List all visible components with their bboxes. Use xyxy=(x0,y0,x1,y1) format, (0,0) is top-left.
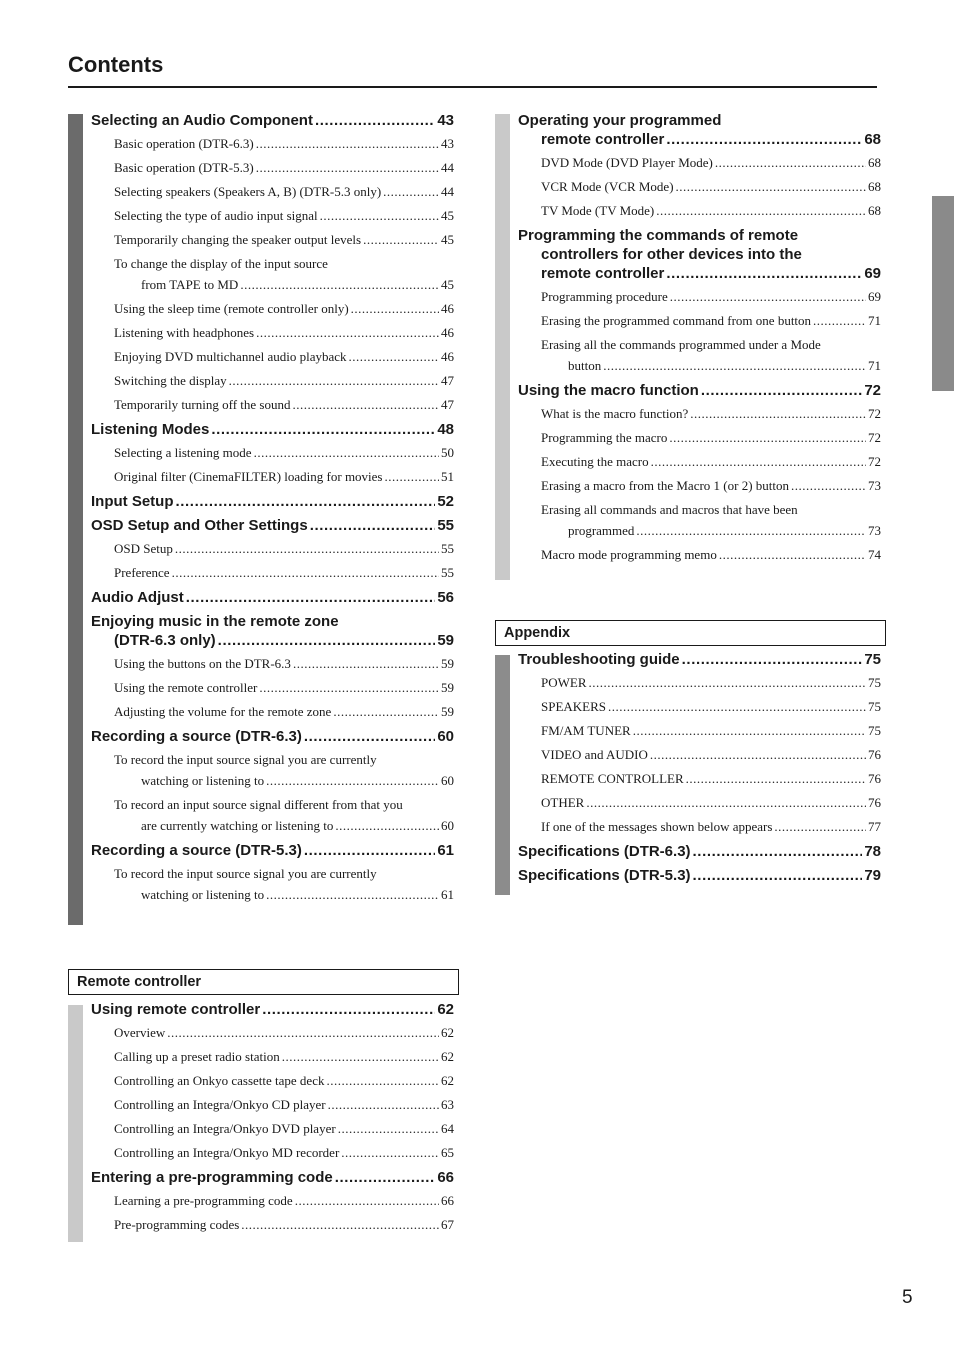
toc-entry-title: programmed xyxy=(568,523,635,538)
dot-leader xyxy=(363,229,439,250)
toc-entry-title: button xyxy=(568,358,602,373)
toc-entry[interactable] xyxy=(91,298,454,319)
toc-entry-title: Specifications (DTR-5.3) xyxy=(518,867,691,884)
toc-entry-title: Enjoying DVD multichannel audio playback xyxy=(114,349,347,364)
toc-entry-title: Erasing all the commands programmed under a Mode xyxy=(541,337,821,352)
toc-heading[interactable] xyxy=(518,226,881,283)
toc-page-number: 60 xyxy=(437,728,454,745)
dot-leader xyxy=(774,816,866,837)
toc-list-left-main xyxy=(91,111,454,905)
toc-entry-title: Calling up a preset radio station xyxy=(114,1049,280,1064)
toc-page-number: 64 xyxy=(441,1121,454,1136)
toc-page-number: 60 xyxy=(441,773,454,788)
toc-page-number: 56 xyxy=(437,589,454,606)
toc-entry-title: Selecting a listening mode xyxy=(114,445,252,460)
dot-leader xyxy=(304,727,435,746)
toc-entry[interactable] xyxy=(518,768,881,789)
toc-entry-title: Erasing the programmed command from one button xyxy=(541,313,812,328)
toc-entry[interactable] xyxy=(91,1190,454,1211)
toc-entry[interactable] xyxy=(91,442,454,463)
dot-leader xyxy=(240,274,439,295)
page-number: 5 xyxy=(902,1287,913,1308)
toc-entry[interactable] xyxy=(91,1070,454,1091)
toc-page-number: 77 xyxy=(868,819,881,834)
toc-page-number: 68 xyxy=(864,131,881,148)
toc-page-number: 63 xyxy=(441,1097,454,1112)
toc-entry-title: What is the macro function? xyxy=(541,406,689,421)
toc-page-number: 46 xyxy=(441,349,454,364)
toc-entry-title: from TAPE to MD xyxy=(141,277,239,292)
section-header-remote-controller: Remote controller xyxy=(68,969,459,995)
toc-page-number: 76 xyxy=(868,771,881,786)
dot-leader xyxy=(666,264,862,283)
toc-entry-title: Adjusting the volume for the remote zone xyxy=(114,704,332,719)
toc-entry-title: If one of the messages shown below appears xyxy=(541,819,773,834)
toc-entry-title: Listening Modes xyxy=(91,421,210,438)
toc-page-number: 72 xyxy=(868,430,881,445)
toc-page-number: 75 xyxy=(868,699,881,714)
dot-leader xyxy=(256,157,439,178)
toc-page-number: 73 xyxy=(868,478,881,493)
toc-entry[interactable] xyxy=(518,816,881,837)
toc-entry-title: Learning a pre-programming code xyxy=(114,1193,293,1208)
toc-list-appendix xyxy=(518,650,881,885)
toc-entry-title: Erasing all commands and macros that have been xyxy=(541,502,798,517)
toc-entry[interactable] xyxy=(518,334,881,376)
dot-leader xyxy=(603,355,866,376)
toc-heading[interactable] xyxy=(91,727,454,746)
toc-list-remote xyxy=(91,1000,454,1235)
toc-entry[interactable] xyxy=(91,677,454,698)
toc-entry[interactable] xyxy=(91,1046,454,1067)
toc-heading[interactable] xyxy=(518,111,881,149)
dot-leader xyxy=(349,346,439,367)
dot-leader xyxy=(651,451,866,472)
toc-entry[interactable] xyxy=(91,701,454,722)
toc-page-number: 65 xyxy=(441,1145,454,1160)
dot-leader xyxy=(656,200,866,221)
chapter-tab-marker xyxy=(932,196,954,391)
toc-entry-title: watching or listening to xyxy=(141,773,265,788)
toc-page-number: 50 xyxy=(441,445,454,460)
dot-leader xyxy=(693,842,863,861)
dot-leader xyxy=(693,866,863,885)
dot-leader xyxy=(293,653,439,674)
toc-entry[interactable] xyxy=(518,200,881,221)
toc-entry-title: Switching the display xyxy=(114,373,227,388)
toc-entry[interactable] xyxy=(91,205,454,226)
dot-leader xyxy=(351,298,439,319)
toc-entry-title: DVD Mode (DVD Player Mode) xyxy=(541,155,713,170)
toc-page-number: 44 xyxy=(441,160,454,175)
toc-entry-title: OSD Setup and Other Settings xyxy=(91,517,308,534)
toc-entry-title: Pre-programming codes xyxy=(114,1217,240,1232)
toc-page-number: 44 xyxy=(441,184,454,199)
dot-leader xyxy=(320,205,439,226)
dot-leader xyxy=(791,475,866,496)
toc-heading[interactable] xyxy=(91,420,454,439)
toc-entry-title: Basic operation (DTR-6.3) xyxy=(114,136,254,151)
toc-entry-title: Selecting an Audio Component xyxy=(91,112,313,129)
section-bar-left-main xyxy=(68,114,83,925)
toc-entry-title: Recording a source (DTR-5.3) xyxy=(91,842,302,859)
toc-entry-title: Selecting the type of audio input signal xyxy=(114,208,318,223)
toc-entry[interactable] xyxy=(91,1094,454,1115)
toc-entry-title: Selecting speakers (Speakers A, B) (DTR-5.3 only) xyxy=(114,184,382,199)
toc-entry-title: watching or listening to xyxy=(141,887,265,902)
dot-leader xyxy=(211,420,435,439)
toc-entry-title: To record the input source signal you are currently xyxy=(114,752,377,767)
toc-page-number: 55 xyxy=(441,541,454,556)
dot-leader xyxy=(335,815,439,836)
toc-page-number: 47 xyxy=(441,373,454,388)
toc-entry-title: Using the buttons on the DTR-6.3 xyxy=(114,656,291,671)
toc-entry[interactable] xyxy=(91,538,454,559)
toc-entry[interactable] xyxy=(518,792,881,813)
dot-leader xyxy=(608,696,866,717)
toc-entry-title: Recording a source (DTR-6.3) xyxy=(91,728,302,745)
toc-entry-title: Controlling an Integra/Onkyo MD recorder xyxy=(114,1145,340,1160)
dot-leader xyxy=(241,1214,439,1235)
dot-leader xyxy=(304,841,435,860)
dot-leader xyxy=(669,427,866,448)
section-bar-appendix xyxy=(495,655,510,895)
toc-entry-title: Using the sleep time (remote controller only) xyxy=(114,301,349,316)
dot-leader xyxy=(633,720,866,741)
toc-heading[interactable] xyxy=(91,516,454,535)
toc-page-number: 51 xyxy=(441,469,454,484)
toc-entry-title: are currently watching or listening to xyxy=(141,818,334,833)
dot-leader xyxy=(254,442,439,463)
dot-leader xyxy=(335,1168,436,1187)
toc-heading[interactable] xyxy=(91,612,454,650)
dot-leader xyxy=(715,152,866,173)
toc-page-number: 75 xyxy=(868,675,881,690)
dot-leader xyxy=(266,884,439,905)
dot-leader xyxy=(341,1142,439,1163)
toc-entry-title: OSD Setup xyxy=(114,541,173,556)
dot-leader xyxy=(338,1118,439,1139)
toc-entry-title: VCR Mode (VCR Mode) xyxy=(541,179,674,194)
toc-entry-title: Executing the macro xyxy=(541,454,649,469)
toc-entry[interactable] xyxy=(91,1022,454,1043)
toc-page-number: 74 xyxy=(868,547,881,562)
toc-entry[interactable] xyxy=(518,744,881,765)
dot-leader xyxy=(326,1070,439,1091)
toc-entry[interactable] xyxy=(91,133,454,154)
toc-page-number: 67 xyxy=(441,1217,454,1232)
toc-heading[interactable] xyxy=(91,841,454,860)
toc-entry-title: POWER xyxy=(541,675,587,690)
toc-page-number: 47 xyxy=(441,397,454,412)
toc-entry[interactable] xyxy=(518,427,881,448)
toc-heading[interactable] xyxy=(518,866,881,885)
dot-leader xyxy=(175,538,439,559)
toc-page-number: 72 xyxy=(868,406,881,421)
dot-leader xyxy=(589,672,867,693)
dot-leader xyxy=(218,631,436,650)
toc-entry-title: Programming procedure xyxy=(541,289,668,304)
toc-entry-title: Controlling an Integra/Onkyo CD player xyxy=(114,1097,326,1112)
dot-leader xyxy=(262,1000,435,1019)
toc-page-number: 62 xyxy=(441,1073,454,1088)
toc-entry[interactable] xyxy=(518,672,881,693)
toc-page-number: 59 xyxy=(437,632,454,649)
toc-entry-title: SPEAKERS xyxy=(541,699,607,714)
toc-entry-title: Preference xyxy=(114,565,170,580)
toc-page-number: 69 xyxy=(864,265,881,282)
toc-page-number: 55 xyxy=(441,565,454,580)
toc-entry-title: Temporarily changing the speaker output levels xyxy=(114,232,362,247)
dot-leader xyxy=(690,403,866,424)
toc-entry-title: Erasing a macro from the Macro 1 (or 2) button xyxy=(541,478,790,493)
toc-page-number: 76 xyxy=(868,747,881,762)
toc-entry-title: Controlling an Integra/Onkyo DVD player xyxy=(114,1121,336,1136)
toc-page-number: 61 xyxy=(437,842,454,859)
toc-entry-title: Specifications (DTR-6.3) xyxy=(518,843,691,860)
toc-heading[interactable] xyxy=(518,650,881,669)
section-bar-right-main xyxy=(495,114,510,580)
toc-page-number: 61 xyxy=(441,887,454,902)
toc-entry[interactable] xyxy=(91,346,454,367)
dot-leader xyxy=(167,1022,439,1043)
toc-entry[interactable] xyxy=(91,863,454,905)
toc-heading[interactable] xyxy=(91,1168,454,1187)
toc-list-right-main xyxy=(518,111,881,565)
toc-entry-title: Using the macro function xyxy=(518,382,699,399)
dot-leader xyxy=(186,588,436,607)
dot-leader xyxy=(256,133,439,154)
toc-heading[interactable] xyxy=(91,492,454,511)
toc-entry-title: Macro mode programming memo xyxy=(541,547,717,562)
dot-leader xyxy=(259,677,439,698)
dot-leader xyxy=(292,394,439,415)
dot-leader xyxy=(266,770,439,791)
toc-page-number: 75 xyxy=(864,651,881,668)
dot-leader xyxy=(670,286,866,307)
toc-entry-title: Programming the macro xyxy=(541,430,668,445)
toc-page-number: 62 xyxy=(437,1001,454,1018)
toc-entry[interactable] xyxy=(91,181,454,202)
toc-entry-title: Original filter (CinemaFILTER) loading for movies xyxy=(114,469,383,484)
toc-entry-title: Programming the commands of remote xyxy=(518,227,799,244)
toc-entry[interactable] xyxy=(518,696,881,717)
dot-leader xyxy=(333,701,439,722)
toc-entry[interactable] xyxy=(91,749,454,791)
toc-entry[interactable] xyxy=(518,451,881,472)
toc-entry[interactable] xyxy=(518,310,881,331)
toc-page-number: 72 xyxy=(864,382,881,399)
toc-page-number: 68 xyxy=(868,203,881,218)
dot-leader xyxy=(385,466,440,487)
toc-page-number: 55 xyxy=(437,517,454,534)
toc-entry-title: To record the input source signal you are currently xyxy=(114,866,377,881)
toc-page-number: 71 xyxy=(868,358,881,373)
toc-page-number: 59 xyxy=(441,704,454,719)
toc-entry-title: Entering a pre-programming code xyxy=(91,1169,333,1186)
toc-entry-title: remote controller xyxy=(541,265,665,282)
toc-entry[interactable] xyxy=(91,253,454,295)
dot-leader xyxy=(315,111,435,130)
toc-page-number: 62 xyxy=(441,1025,454,1040)
dot-leader xyxy=(666,130,862,149)
toc-entry[interactable] xyxy=(91,394,454,415)
dot-leader xyxy=(719,544,866,565)
toc-entry-title: Troubleshooting guide xyxy=(518,651,680,668)
toc-entry-title: Overview xyxy=(114,1025,166,1040)
toc-entry-title: Using remote controller xyxy=(91,1001,261,1018)
toc-entry-title: remote controller xyxy=(541,131,665,148)
toc-entry[interactable] xyxy=(91,1142,454,1163)
dot-leader xyxy=(650,744,866,765)
dot-leader xyxy=(686,768,866,789)
toc-page-number: 60 xyxy=(441,818,454,833)
toc-entry[interactable] xyxy=(91,157,454,178)
toc-entry[interactable] xyxy=(91,466,454,487)
toc-page-number: 45 xyxy=(441,232,454,247)
dot-leader xyxy=(383,181,439,202)
toc-entry[interactable] xyxy=(91,1214,454,1235)
section-bar-remote xyxy=(68,1005,83,1242)
toc-page-number: 71 xyxy=(868,313,881,328)
toc-heading[interactable] xyxy=(91,111,454,130)
toc-heading[interactable] xyxy=(518,381,881,400)
toc-entry-title: TV Mode (TV Mode) xyxy=(541,203,655,218)
toc-entry-title: Input Setup xyxy=(91,493,174,510)
toc-entry-title: Controlling an Onkyo cassette tape deck xyxy=(114,1073,325,1088)
toc-page-number: 46 xyxy=(441,325,454,340)
toc-entry[interactable] xyxy=(91,229,454,250)
toc-entry[interactable] xyxy=(91,370,454,391)
toc-page-number: 45 xyxy=(441,277,454,292)
toc-heading[interactable] xyxy=(91,588,454,607)
dot-leader xyxy=(636,520,866,541)
toc-page-number: 75 xyxy=(868,723,881,738)
dot-leader xyxy=(328,1094,439,1115)
toc-entry-title: VIDEO and AUDIO xyxy=(541,747,648,762)
toc-page-number: 66 xyxy=(437,1169,454,1186)
toc-page-number: 79 xyxy=(864,867,881,884)
dot-leader xyxy=(229,370,439,391)
toc-entry-title: Enjoying music in the remote zone xyxy=(91,613,339,630)
toc-page-number: 78 xyxy=(864,843,881,860)
page-title: Contents xyxy=(68,52,164,77)
dot-leader xyxy=(586,792,866,813)
toc-entry-title: Operating your programmed xyxy=(518,112,722,129)
toc-page-number: 43 xyxy=(437,112,454,129)
section-header-appendix: Appendix xyxy=(495,620,886,646)
toc-entry[interactable] xyxy=(518,544,881,565)
toc-entry[interactable] xyxy=(518,499,881,541)
toc-heading[interactable] xyxy=(91,1000,454,1019)
dot-leader xyxy=(282,1046,439,1067)
toc-entry-title: To change the display of the input source xyxy=(114,256,328,271)
dot-leader xyxy=(682,650,863,669)
toc-page-number: 68 xyxy=(868,179,881,194)
toc-entry[interactable] xyxy=(518,286,881,307)
dot-leader xyxy=(176,492,436,511)
dot-leader xyxy=(701,381,862,400)
toc-entry-title: controllers for other devices into the xyxy=(541,246,802,263)
toc-page-number: 73 xyxy=(868,523,881,538)
toc-page-number: 72 xyxy=(868,454,881,469)
dot-leader xyxy=(676,176,866,197)
toc-entry-title: Listening with headphones xyxy=(114,325,255,340)
toc-page-number: 52 xyxy=(437,493,454,510)
toc-page-number: 69 xyxy=(868,289,881,304)
toc-page-number: 43 xyxy=(441,136,454,151)
toc-entry[interactable] xyxy=(518,475,881,496)
dot-leader xyxy=(172,562,439,583)
dot-leader xyxy=(310,516,436,535)
toc-page-number: 76 xyxy=(868,795,881,810)
toc-entry[interactable] xyxy=(518,720,881,741)
toc-page-number: 68 xyxy=(868,155,881,170)
toc-page-number: 45 xyxy=(441,208,454,223)
toc-page-number: 48 xyxy=(437,421,454,438)
toc-entry-title: OTHER xyxy=(541,795,585,810)
toc-page-number: 59 xyxy=(441,680,454,695)
title-rule xyxy=(68,86,877,88)
dot-leader xyxy=(256,322,439,343)
toc-page-number: 66 xyxy=(441,1193,454,1208)
toc-entry-title: To record an input source signal different from that you xyxy=(114,797,403,812)
dot-leader xyxy=(813,310,866,331)
toc-entry-title: REMOTE CONTROLLER xyxy=(541,771,684,786)
toc-entry[interactable] xyxy=(518,403,881,424)
toc-entry[interactable] xyxy=(91,322,454,343)
toc-entry[interactable] xyxy=(91,1118,454,1139)
toc-entry[interactable] xyxy=(91,794,454,836)
toc-entry-title: Temporarily turning off the sound xyxy=(114,397,291,412)
toc-page-number: 46 xyxy=(441,301,454,316)
toc-entry[interactable] xyxy=(518,152,881,173)
toc-entry-title: (DTR-6.3 only) xyxy=(114,632,216,649)
toc-entry[interactable] xyxy=(518,176,881,197)
toc-page-number: 59 xyxy=(441,656,454,671)
toc-page-number: 62 xyxy=(441,1049,454,1064)
toc-entry[interactable] xyxy=(91,562,454,583)
toc-heading[interactable] xyxy=(518,842,881,861)
toc-entry-title: Basic operation (DTR-5.3) xyxy=(114,160,254,175)
toc-entry[interactable] xyxy=(91,653,454,674)
dot-leader xyxy=(295,1190,439,1211)
toc-entry-title: FM/AM TUNER xyxy=(541,723,631,738)
toc-entry-title: Audio Adjust xyxy=(91,589,184,606)
toc-entry-title: Using the remote controller xyxy=(114,680,258,695)
